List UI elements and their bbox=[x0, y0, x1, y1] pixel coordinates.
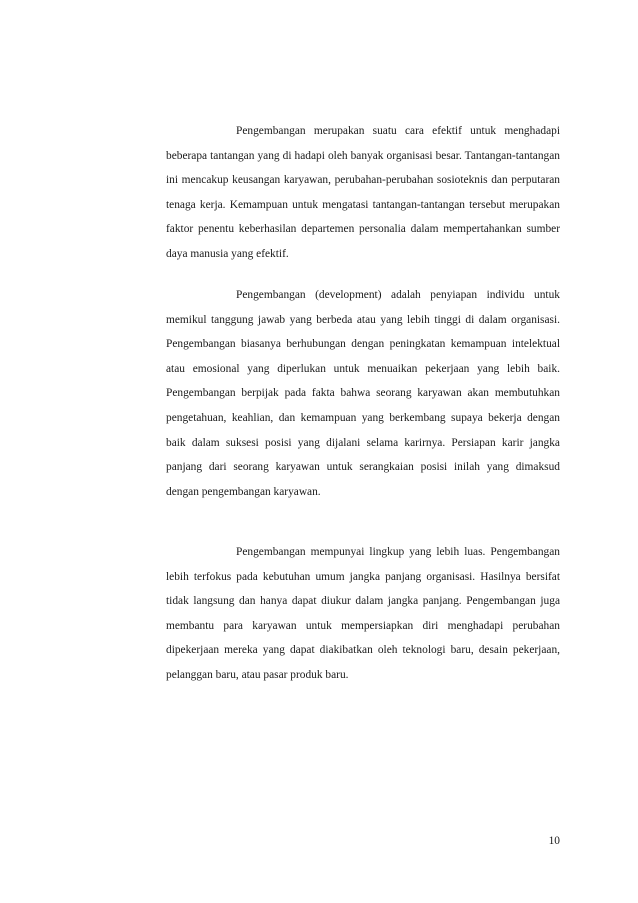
paragraph-1-block bbox=[166, 119, 560, 267]
paragraph-2: Pengembangan (development) adalah penyiapan individu untuk memikul tanggung jawab yang berbeda atau yang lebih tinggi di dalam organisasi. Pengembangan biasanya berhubungan dengan peningkatan kemampuan intelektual atau emosional yang diperlukan untuk menuaikan pekerjaan yang lebih baik. Pengembangan berpijak pada fakta bahwa seorang karyawan akan membutuhkan pengetahuan, keahlian, dan kemampuan yang berkembang supaya bekerja dengan baik dalam suksesi posisi yang dijalani selama karirnya. Persiapan karir jangka panjang dari seorang karyawan untuk serangkaian posisi inilah yang dimaksud dengan pengembangan karyawan. bbox=[166, 289, 560, 498]
paragraph-2-block bbox=[166, 283, 560, 504]
paragraph-3-block bbox=[166, 540, 560, 688]
paragraph-3: Pengembangan mempunyai lingkup yang lebih luas. Pengembangan lebih terfokus pada kebutuhan umum jangka panjang organisasi. Hasilnya bersifat tidak langsung dan hanya dapat diukur dalam jangka panjang. Pengembangan juga membantu para karyawan untuk mempersiapkan diri menghadapi perubahan dipekerjaan mereka yang dapat diakibatkan oleh teknologi baru, desain pekerjaan, pelanggan baru, atau pasar produk baru. bbox=[166, 546, 560, 681]
paragraph-1: Pengembangan merupakan suatu cara efektif untuk menghadapi beberapa tantangan yang di hadapi oleh banyak organisasi besar. Tantangan-tantangan ini mencakup keusangan karyawan, perubahan-perubahan sosioteknis dan perputaran tenaga kerja. Kemampuan untuk mengatasi tantangan-tantangan tersebut merupakan faktor penentu keberhasilan departemen personalia dalam mempertahankan sumber daya manusia yang efektif. bbox=[166, 125, 560, 260]
page-number: 10 bbox=[548, 835, 560, 847]
